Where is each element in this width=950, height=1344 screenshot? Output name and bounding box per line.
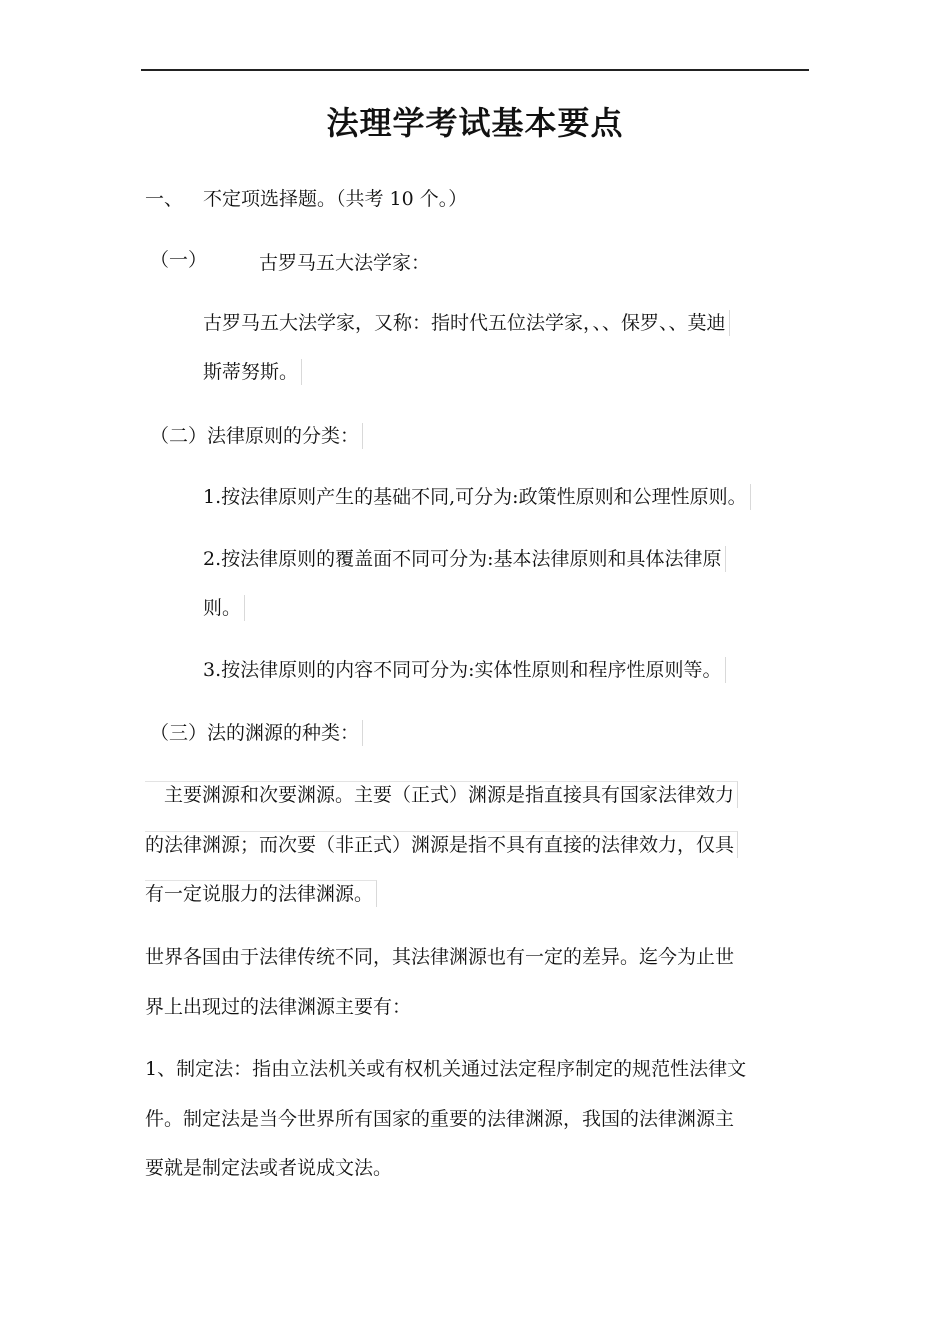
subsection-heading: （二）法律原则的分类： [150,423,363,449]
principle-item-2-line-1: 2.按法律原则的覆盖面不同可分为:基本法律原则和具体法律原 [203,546,726,572]
sources-para-2-line-1: 世界各国由于法律传统不同，其法律渊源也有一定的差异。迄今为止世 [145,946,735,968]
statute-law-line-3: 要就是制定法或者说成文法。 [145,1157,393,1179]
jurists-line-1: 古罗马五大法学家，又称：指时代五位法学家，、、保罗、、莫迪 [203,310,730,336]
section-number: 一、 [145,188,184,210]
sources-para-1-line-1: 主要渊源和次要渊源。主要（正式）渊源是指直接具有国家法律效力 [145,781,738,808]
statute-law-line-1: 1、制定法：指由立法机关或有权机关通过法定程序制定的规范性法律文 [145,1058,747,1080]
subsection-heading: 古罗马五大法学家： [259,252,431,274]
subsection-number: （一） [150,249,208,271]
header-rule [141,69,809,71]
statute-law-line-2: 件。制定法是当今世界所有国家的重要的法律渊源，我国的法律渊源主 [145,1108,735,1130]
jurists-line-2: 斯蒂努斯。 [203,359,302,385]
sources-para-1-line-3: 有一定说服力的法律渊源。 [145,880,377,907]
sources-para-1-line-2: 的法律渊源；而次要（非正式）渊源是指不具有直接的法律效力，仅具 [145,831,738,858]
sources-para-2-line-2: 界上出现过的法律渊源主要有： [145,996,412,1018]
principle-item-2-line-2: 则。 [203,595,245,621]
section-heading: 不定项选择题。（共考 10 个。） [203,188,468,210]
principle-item-3: 3.按法律原则的内容不同可分为:实体性原则和程序性原则等。 [203,657,726,683]
subsection-heading: （三）法的渊源的种类： [150,720,363,746]
principle-item-1: 1.按法律原则产生的基础不同,可分为:政策性原则和公理性原则。 [203,484,751,510]
document-title: 法理学考试基本要点 [326,104,624,142]
